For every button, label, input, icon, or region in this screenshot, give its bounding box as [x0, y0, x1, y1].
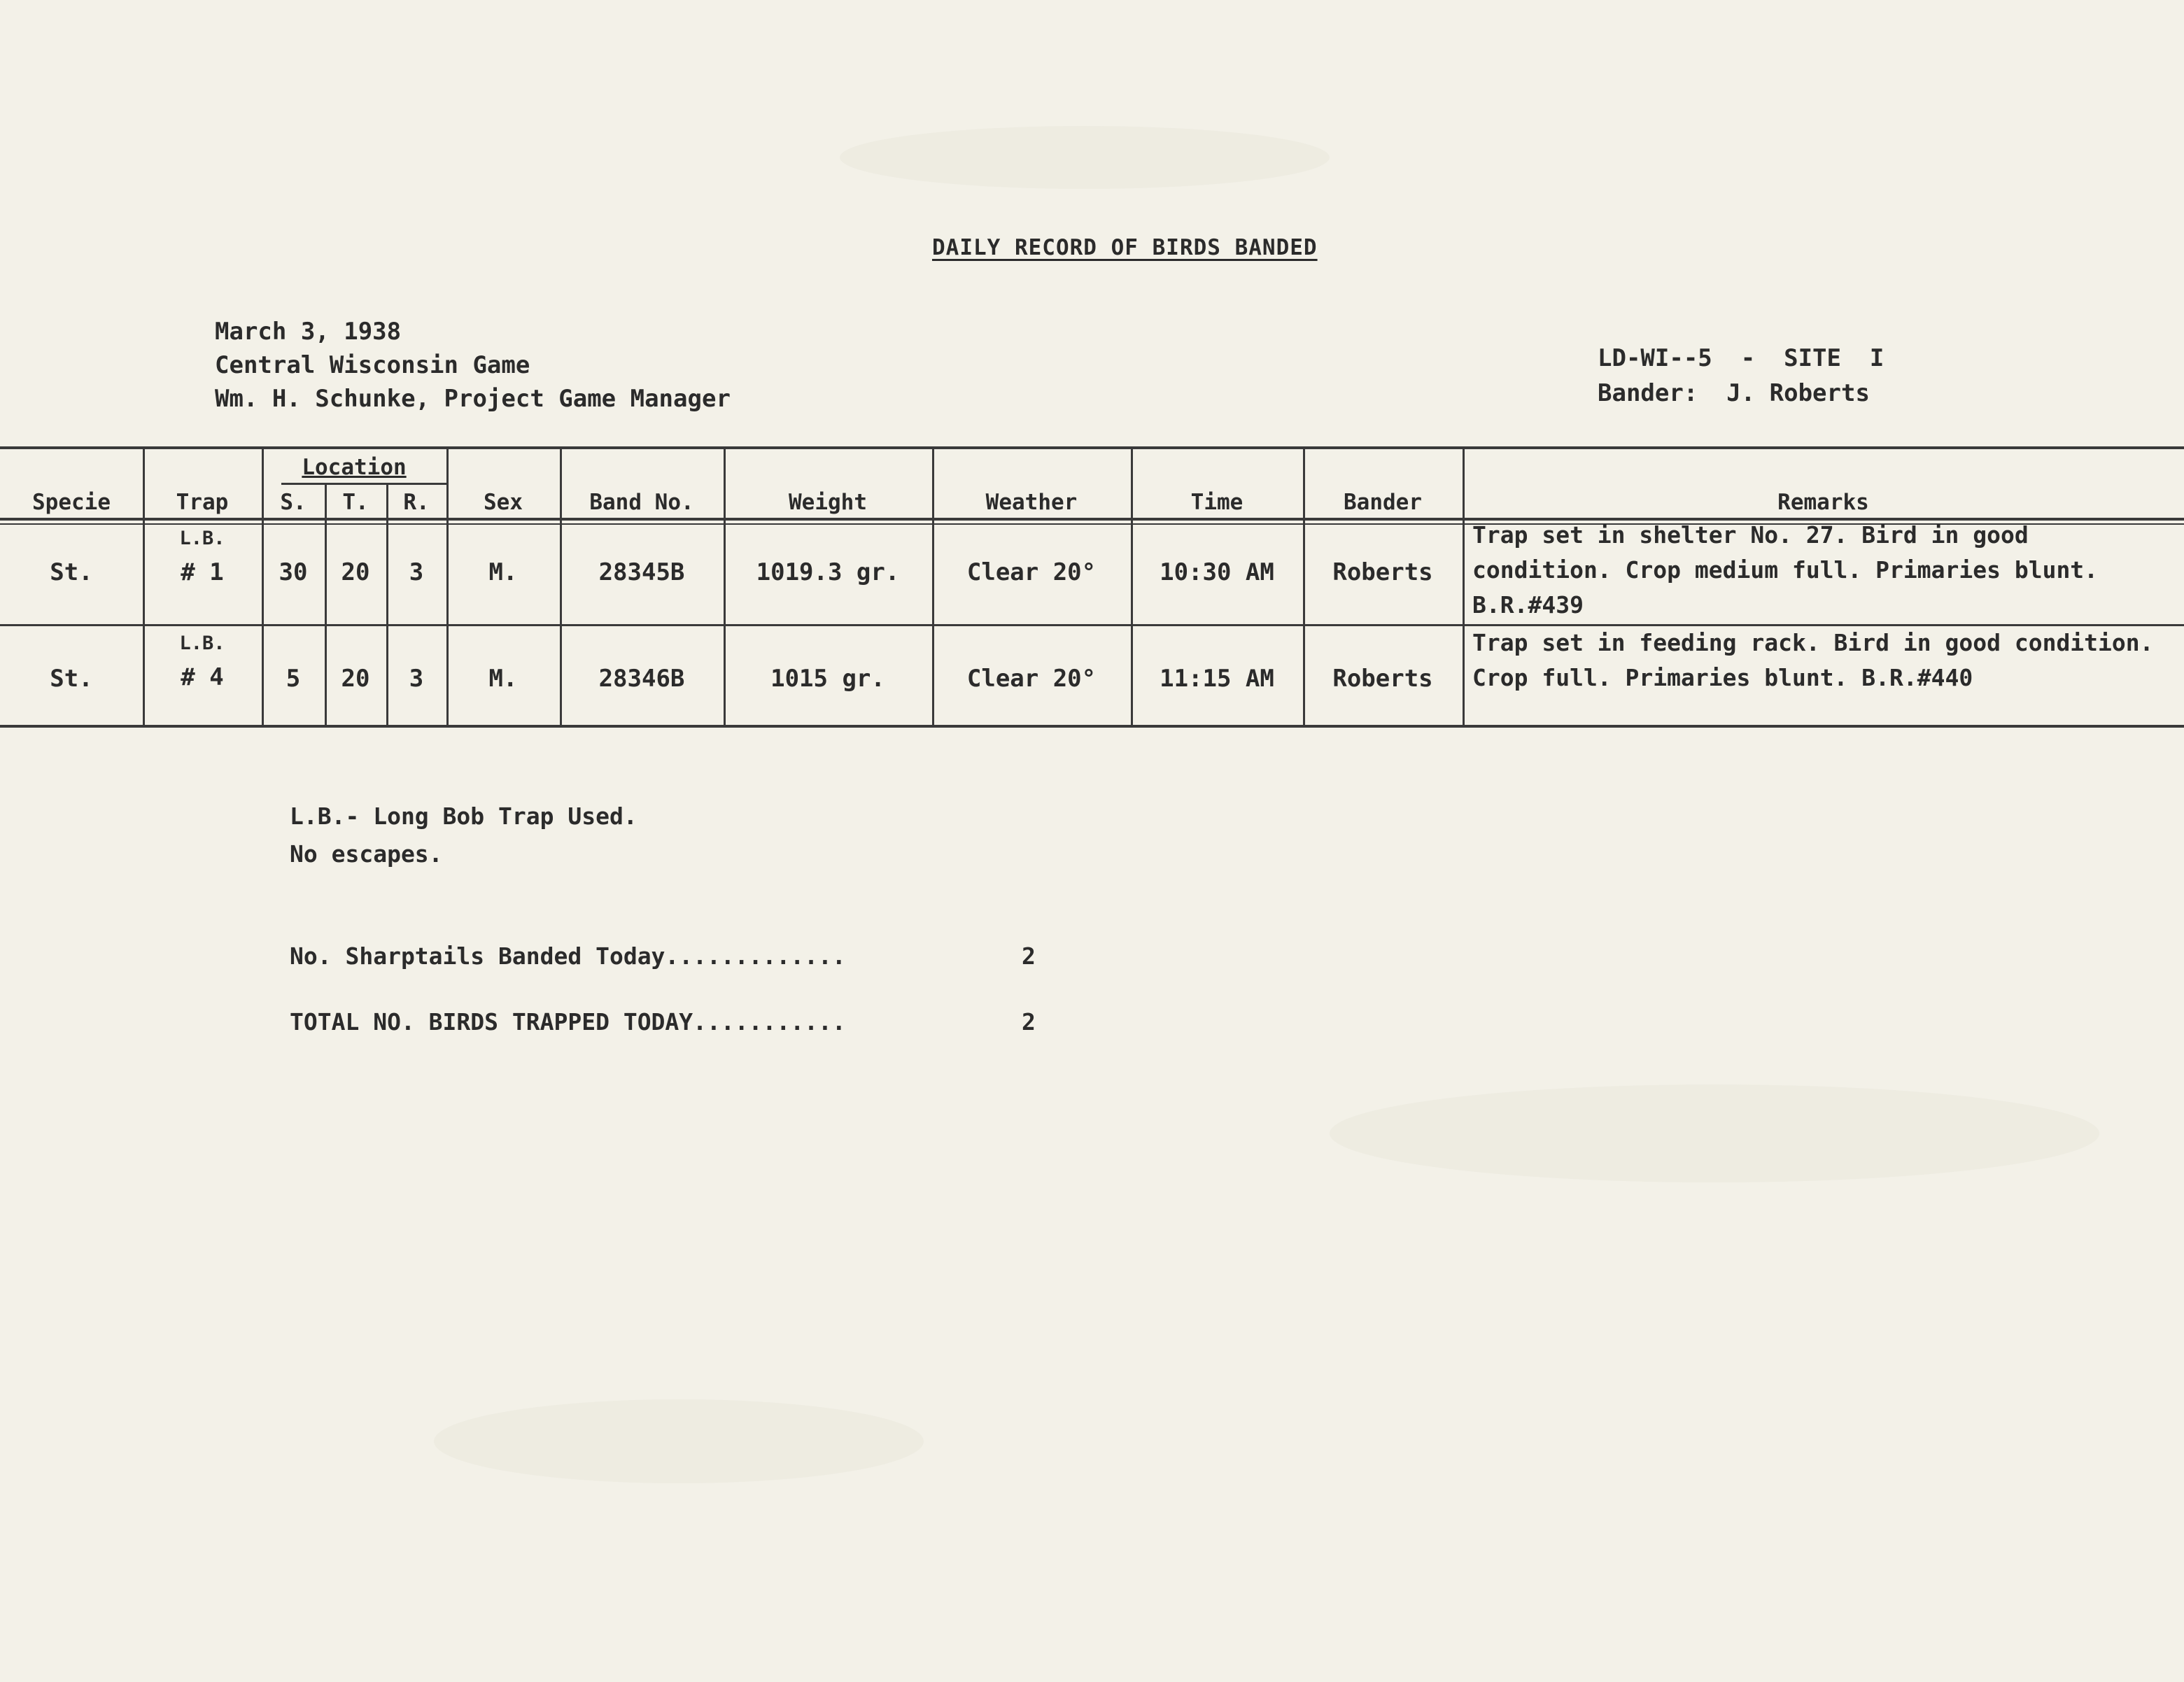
cell-section: 30 — [279, 558, 308, 586]
cell-trap-number: # 1 — [181, 558, 224, 586]
column-header-range: R. — [403, 490, 430, 515]
column-header-remarks: Remarks — [1777, 490, 1869, 515]
total-trapped-label: TOTAL NO. BIRDS TRAPPED TODAY........... — [290, 1008, 846, 1036]
cell-township: 20 — [341, 665, 370, 693]
document-title: DAILY RECORD OF BIRDS BANDED — [932, 235, 1318, 260]
cell-weight: 1019.3 gr. — [756, 558, 900, 586]
footer-note-trap: L.B.- Long Bob Trap Used. — [290, 803, 637, 830]
column-header-weight: Weight — [789, 490, 867, 515]
cell-weather: Clear 20° — [966, 665, 1097, 693]
cell-range: 3 — [409, 665, 424, 693]
cell-band-no: 28345B — [598, 558, 685, 586]
cell-time: 10:30 AM — [1160, 558, 1274, 586]
cell-bander: Roberts — [1332, 558, 1433, 586]
cell-remarks: Trap set in shelter No. 27. Bird in good condition. Crop medium full. Primaries blunt. B.R.#439 — [1472, 521, 2099, 619]
column-header-band-no: Band No. — [589, 490, 694, 515]
cell-township: 20 — [341, 558, 370, 586]
header-site: LD-WI--5 - SITE I — [1598, 344, 1884, 372]
total-sharptails-label: No. Sharptails Banded Today............. — [290, 942, 846, 970]
column-header-weather: Weather — [985, 490, 1078, 515]
cell-bander: Roberts — [1332, 665, 1433, 693]
column-header-trap: Trap — [176, 490, 229, 515]
cell-weight: 1015 gr. — [770, 665, 885, 693]
total-trapped-value: 2 — [1022, 1008, 1036, 1036]
cell-trap-type: L.B. — [179, 632, 225, 654]
paper-stain — [1330, 1084, 2099, 1182]
cell-band-no: 28346B — [598, 665, 685, 693]
cell-section: 5 — [286, 665, 301, 693]
column-header-time: Time — [1190, 490, 1244, 515]
table-top-rule — [0, 446, 2184, 449]
header-date: March 3, 1938 — [215, 318, 402, 346]
column-header-bander: Bander — [1344, 490, 1422, 515]
cell-trap-type: L.B. — [179, 528, 225, 549]
cell-sex: M. — [488, 558, 518, 586]
paper-stain — [840, 126, 1330, 189]
column-header-specie: Specie — [32, 490, 111, 515]
cell-weather: Clear 20° — [966, 558, 1097, 586]
header-bander: Bander: J. Roberts — [1598, 379, 1870, 407]
cell-range: 3 — [409, 558, 424, 586]
header-manager: Wm. H. Schunke, Project Game Manager — [215, 385, 731, 413]
column-header-sex: Sex — [484, 490, 523, 515]
header-organization: Central Wisconsin Game — [215, 351, 530, 379]
table-bottom-rule — [0, 725, 2184, 728]
paper-stain — [434, 1399, 924, 1483]
cell-remarks: Trap set in feeding rack. Bird in good condition. Crop full. Primaries blunt. B.R.#440 — [1472, 629, 2154, 691]
cell-time: 11:15 AM — [1160, 665, 1274, 693]
cell-trap-number: # 4 — [181, 663, 224, 691]
column-header-township: T. — [342, 490, 369, 515]
cell-specie: St. — [50, 558, 93, 586]
column-header-section: S. — [280, 490, 307, 515]
footer-note-escapes: No escapes. — [290, 840, 443, 868]
cell-sex: M. — [488, 665, 518, 693]
column-group-location: Location — [302, 455, 407, 480]
total-sharptails-value: 2 — [1022, 942, 1036, 970]
cell-specie: St. — [50, 665, 93, 693]
location-group-rule — [281, 483, 446, 485]
